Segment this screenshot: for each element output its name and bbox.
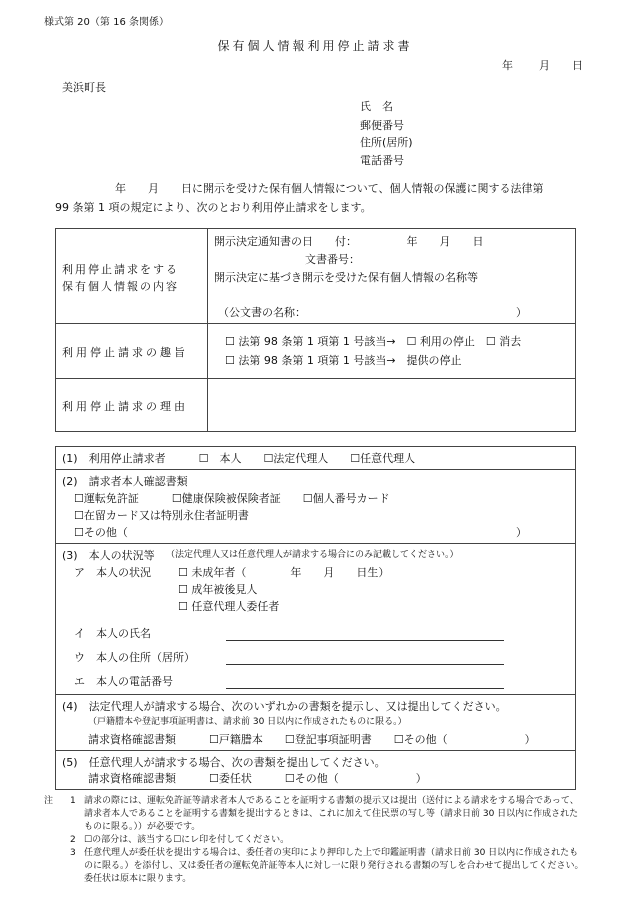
intro-line-1: 年 月 日に開示を受けた保有個人情報について、個人情報の保護に関する法律第 — [115, 182, 544, 195]
legal-agent-documents[interactable]: 請求資格確認書類 ☐戸籍謄本 ☐登記事項証明書 ☐その他（ ） — [88, 733, 536, 746]
notes-label: 注 — [44, 796, 54, 806]
date-year: 年 — [502, 59, 513, 72]
note-3: 任意代理人が委任状を提出する場合は、委任者の実印により押印した上で印鑑証明書（請求日前 30 日以内に作成されたものに限る。）を添付し、又は委任者の運転免許証等本人に対し一に限り発行される書類の写しを合わせて提出してください。委任状は原本に限ります。 — [84, 848, 584, 884]
reason-field[interactable] — [208, 379, 575, 431]
principal-phone-field[interactable] — [226, 688, 504, 689]
content-label-1: 利用停止請求をする — [62, 263, 179, 276]
date-day: 日 — [572, 59, 583, 72]
id-documents-other[interactable]: ☐その他（ — [74, 526, 128, 539]
principal-status-note: （法定代理人又は任意代理人が請求する場合にのみ記載してください。） — [166, 550, 459, 560]
note-3-number: 3 — [70, 848, 76, 858]
id-documents-other-close: ） — [516, 526, 527, 539]
id-documents-options-2[interactable]: ☐在留カード又は特別永住者証明書 — [74, 509, 249, 522]
requester-name-label: 氏 名 — [360, 100, 393, 113]
purpose-option-2[interactable]: ☐ 法第 98 条第 1 項第 1 号該当→ 提供の停止 — [225, 354, 462, 367]
note-1: 請求の際には、運転免許証等請求者本人であることを証明する書類の提示又は提出（送付による請求をする場合であって、請求者本人であることを証明する書類を提出するときは、これに加えて住民票の写し等（請求日前 30 日以内に作成されたものに限る。））が必要です。 — [84, 796, 579, 832]
page-title: 保有個人情報利用停止請求書 — [217, 39, 413, 53]
intro-line-2: 99 条第 1 項の規定により、次のとおり利用停止請求をします。 — [55, 201, 372, 214]
requester-postal-label: 郵便番号 — [360, 119, 404, 132]
purpose-option-1[interactable]: ☐ 法第 98 条第 1 項第 1 号該当→ ☐ 利用の停止 ☐ 消去 — [225, 335, 522, 348]
notice-date-line: 開示決定通知書の日 付： 年 月 日 — [214, 235, 484, 248]
requester-phone-label: 電話番号 — [360, 154, 404, 167]
principal-address-label: ウ 本人の住所（居所） — [74, 651, 195, 664]
status-minor-option[interactable]: ☐ 未成年者（ 年 月 日生） — [178, 566, 390, 579]
status-delegator-option[interactable]: ☐ 任意代理人委任者 — [178, 600, 280, 613]
document-title-close: ） — [516, 306, 527, 319]
principal-status-heading: (3) 本人の状況等 — [62, 549, 155, 562]
purpose-label: 利用停止請求の趣旨 — [62, 346, 188, 359]
principal-name-label: イ 本人の氏名 — [74, 627, 151, 640]
requester-address-label: 住所(居所) — [360, 136, 413, 149]
legal-agent-note: （戸籍謄本や登記事項証明書は、請求前 30 日以内に作成されたものに限る。） — [88, 717, 407, 727]
principal-phone-label: エ 本人の電話番号 — [74, 675, 173, 688]
content-label-2: 保有個人情報の内容 — [62, 280, 179, 293]
addressee: 美浜町長 — [62, 81, 106, 94]
reason-label: 利用停止請求の理由 — [62, 400, 188, 413]
id-documents-heading: (2) 請求者本人確認書類 — [62, 475, 188, 488]
note-1-number: 1 — [70, 796, 76, 806]
principal-status-label: ア 本人の状況 — [74, 566, 151, 579]
note-2: ☐の部分は、該当する☐にレ印を付してください。 — [84, 835, 290, 845]
note-2-number: 2 — [70, 835, 76, 845]
date-month: 月 — [539, 59, 550, 72]
principal-address-field[interactable] — [226, 664, 504, 665]
document-title-label: （公文書の名称： — [218, 306, 306, 319]
voluntary-agent-documents[interactable]: 請求資格確認書類 ☐委任状 ☐その他（ ） — [88, 772, 427, 785]
disclosed-info-name-label: 開示決定に基づき開示を受けた保有個人情報の名称等 — [214, 271, 478, 284]
form-number: 様式第 20（第 16 条関係） — [44, 17, 169, 28]
legal-agent-heading: (4) 法定代理人が請求する場合、次のいずれかの書類を提示し、又は提出してください。 — [62, 700, 507, 713]
voluntary-agent-heading: (5) 任意代理人が請求する場合、次の書類を提出してください。 — [62, 756, 386, 769]
requester-type-row[interactable]: (1) 利用停止請求者 ☐ 本人 ☐法定代理人 ☐任意代理人 — [62, 452, 416, 465]
id-documents-options-1[interactable]: ☐運転免許証 ☐健康保険被保険者証 ☐個人番号カード — [74, 492, 390, 505]
principal-name-field[interactable] — [226, 640, 504, 641]
document-number-label: 文書番号： — [305, 253, 360, 266]
status-ward-option[interactable]: ☐ 成年被後見人 — [178, 583, 258, 596]
